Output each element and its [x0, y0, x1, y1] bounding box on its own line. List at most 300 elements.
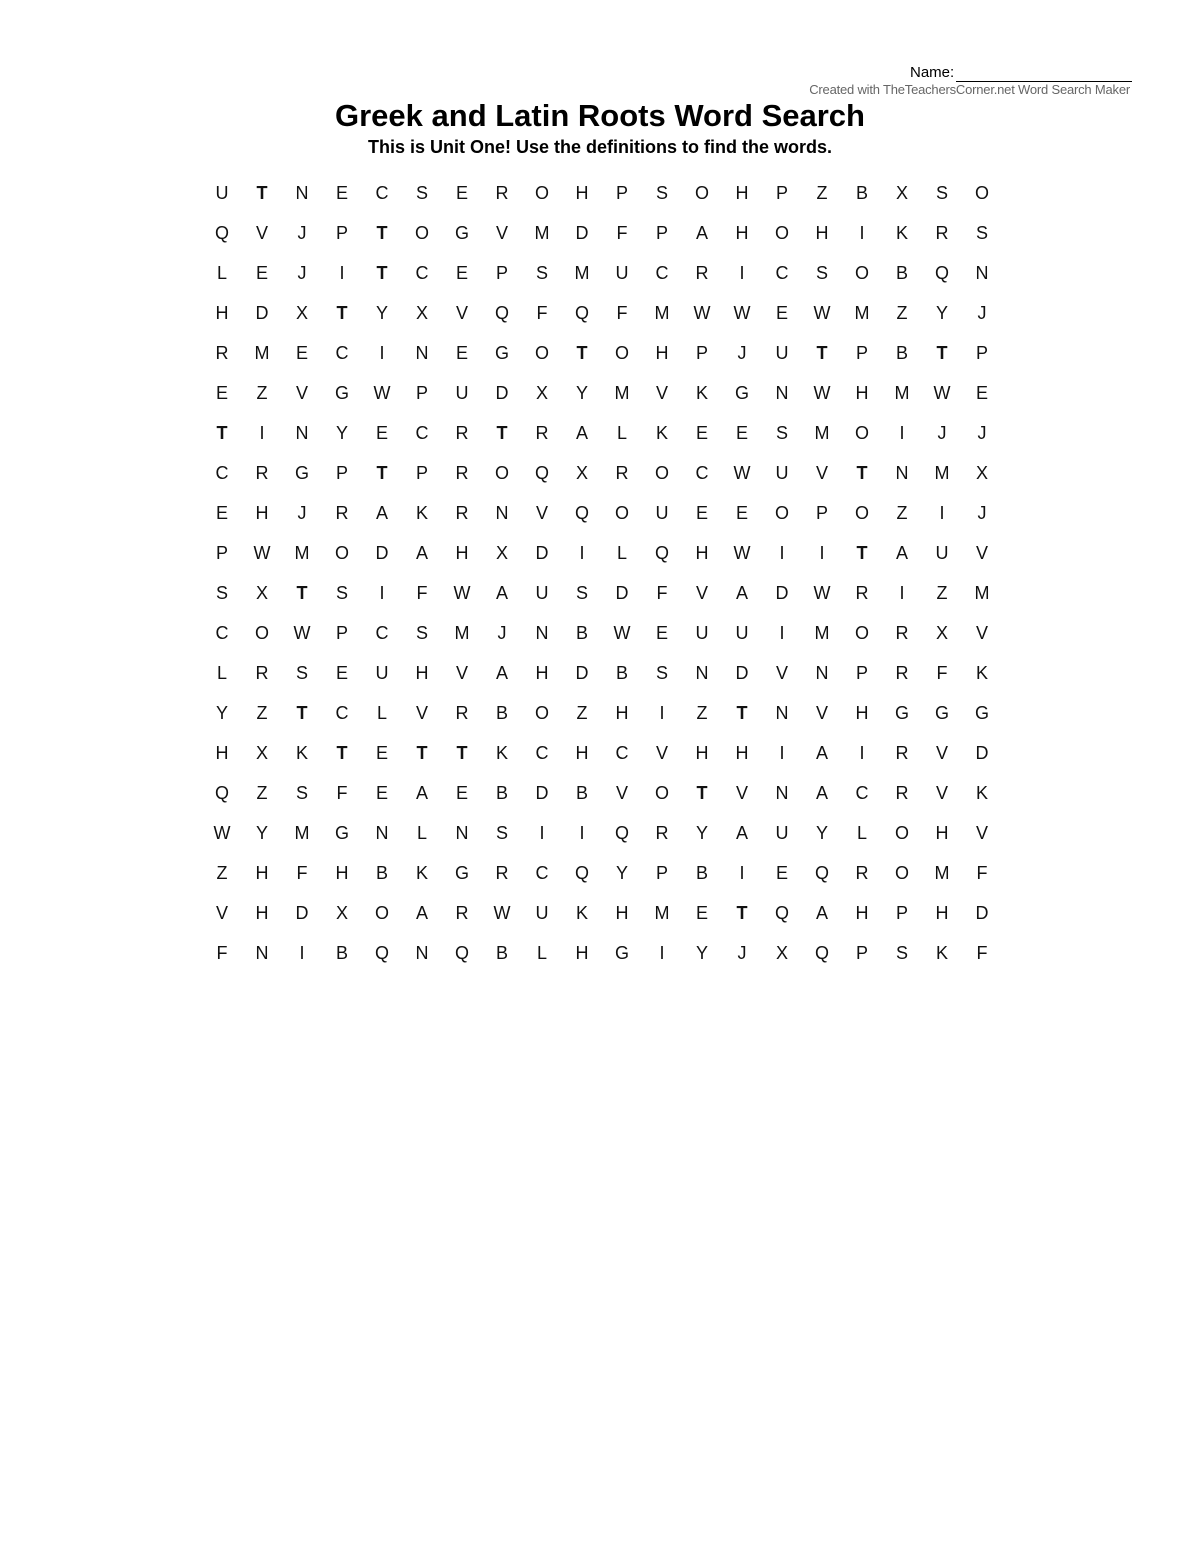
- grid-letter: N: [975, 263, 989, 283]
- grid-row: [202, 694, 1002, 734]
- grid-letter: J: [737, 343, 747, 363]
- grid-letter: O: [534, 343, 549, 363]
- grid-letter: Y: [815, 823, 828, 843]
- grid-letter: P: [775, 183, 788, 203]
- grid-letter: W: [813, 303, 831, 323]
- grid-letter: N: [415, 943, 429, 963]
- grid-letter: U: [775, 343, 789, 363]
- grid-letter: B: [895, 263, 908, 283]
- grid-letter: I: [859, 743, 865, 763]
- grid-letter: J: [737, 943, 747, 963]
- grid-letter: I: [299, 943, 305, 963]
- grid-letter: P: [895, 903, 908, 923]
- grid-letter: N: [495, 503, 509, 523]
- grid-letter: A: [695, 223, 708, 243]
- grid-letter: J: [977, 503, 987, 523]
- grid-row: [202, 774, 1002, 814]
- page-title: Greek and Latin Roots Word Search: [335, 98, 865, 133]
- grid-letter: Q: [214, 783, 229, 803]
- grid-letter: T: [376, 463, 388, 483]
- grid-letter: G: [974, 703, 989, 723]
- grid-letter: T: [576, 343, 588, 363]
- grid-letter: Z: [216, 863, 228, 883]
- grid-letter: H: [615, 703, 629, 723]
- grid-letter: Q: [614, 823, 629, 843]
- grid-letter: S: [295, 783, 308, 803]
- grid-letter: H: [615, 903, 629, 923]
- grid-letter: I: [579, 543, 585, 563]
- grid-letter: H: [935, 903, 949, 923]
- grid-letter: D: [975, 743, 989, 763]
- grid-letter: V: [535, 503, 548, 523]
- grid-letter: G: [494, 343, 509, 363]
- grid-letter: D: [495, 383, 509, 403]
- grid-letter: E: [215, 383, 228, 403]
- grid-letter: O: [614, 343, 629, 363]
- credit-text: Created with TheTeachersCorner.net Word Search Maker: [809, 82, 1130, 97]
- grid-letter: M: [974, 583, 990, 603]
- grid-letter: W: [213, 823, 231, 843]
- grid-letter: P: [495, 263, 508, 283]
- grid-letter: Q: [814, 943, 829, 963]
- grid-letter: P: [815, 503, 828, 523]
- grid-letter: C: [695, 463, 709, 483]
- grid-letter: M: [814, 423, 830, 443]
- grid-letter: E: [455, 263, 468, 283]
- grid-letter: A: [815, 743, 828, 763]
- grid-letter: V: [815, 703, 828, 723]
- grid-letter: W: [493, 903, 511, 923]
- grid-letter: H: [575, 943, 589, 963]
- grid-letter: P: [415, 463, 428, 483]
- grid-row: [202, 374, 1002, 414]
- grid-letter: H: [455, 543, 469, 563]
- grid-letter: C: [215, 623, 229, 643]
- grid-letter: G: [734, 383, 749, 403]
- grid-letter: E: [775, 303, 788, 323]
- grid-letter: W: [933, 383, 951, 403]
- grid-row: [202, 894, 1002, 934]
- grid-letter: R: [455, 463, 469, 483]
- grid-letter: B: [495, 783, 508, 803]
- grid-letter: V: [615, 783, 628, 803]
- grid-letter: U: [655, 503, 669, 523]
- grid-letter: B: [575, 623, 588, 643]
- grid-letter: I: [379, 583, 385, 603]
- grid-letter: Q: [454, 943, 469, 963]
- grid-letter: O: [774, 503, 789, 523]
- grid-letter: T: [856, 543, 868, 563]
- grid-letter: U: [455, 383, 469, 403]
- grid-letter: P: [655, 223, 668, 243]
- grid-letter: H: [695, 743, 709, 763]
- grid-row: [202, 174, 1002, 214]
- grid-letter: H: [255, 863, 269, 883]
- grid-letter: R: [535, 423, 549, 443]
- grid-letter: M: [934, 463, 950, 483]
- grid-letter: X: [415, 303, 428, 323]
- grid-letter: Y: [935, 303, 948, 323]
- grid-letter: D: [535, 783, 549, 803]
- grid-letter: C: [415, 423, 429, 443]
- grid-letter: O: [774, 223, 789, 243]
- grid-letter: H: [655, 343, 669, 363]
- grid-letter: V: [735, 783, 748, 803]
- grid-letter: F: [976, 863, 988, 883]
- grid-letter: R: [855, 583, 869, 603]
- grid-letter: T: [936, 343, 948, 363]
- grid-letter: W: [733, 303, 751, 323]
- grid-letter: A: [375, 503, 388, 523]
- grid-letter: K: [415, 863, 428, 883]
- word-search-grid: [202, 174, 1002, 974]
- grid-letter: M: [454, 623, 470, 643]
- grid-letter: I: [659, 703, 665, 723]
- grid-letter: S: [335, 583, 348, 603]
- grid-letter: V: [975, 823, 988, 843]
- grid-row: [202, 934, 1002, 974]
- grid-letter: Y: [695, 943, 708, 963]
- grid-letter: C: [535, 863, 549, 883]
- grid-letter: H: [575, 183, 589, 203]
- grid-letter: O: [494, 463, 509, 483]
- grid-letter: V: [975, 543, 988, 563]
- grid-letter: T: [496, 423, 508, 443]
- grid-letter: X: [255, 583, 268, 603]
- grid-letter: V: [415, 703, 428, 723]
- grid-letter: O: [254, 623, 269, 643]
- grid-letter: M: [654, 303, 670, 323]
- name-label: Name:: [910, 64, 955, 81]
- grid-letter: D: [255, 303, 269, 323]
- grid-letter: I: [339, 263, 345, 283]
- grid-letter: H: [535, 663, 549, 683]
- grid-letter: M: [894, 383, 910, 403]
- grid-letter: K: [295, 743, 308, 763]
- grid-letter: E: [255, 263, 268, 283]
- grid-letter: S: [775, 423, 788, 443]
- grid-letter: N: [775, 783, 789, 803]
- grid-letter: E: [295, 343, 308, 363]
- grid-letter: Z: [256, 383, 268, 403]
- grid-letter: A: [815, 783, 828, 803]
- grid-letter: B: [575, 783, 588, 803]
- grid-letter: H: [735, 223, 749, 243]
- grid-letter: O: [894, 863, 909, 883]
- grid-letter: S: [895, 943, 908, 963]
- grid-letter: D: [575, 223, 589, 243]
- grid-letter: V: [495, 223, 508, 243]
- grid-letter: Y: [375, 303, 388, 323]
- grid-letter: Q: [534, 463, 549, 483]
- grid-letter: D: [975, 903, 989, 923]
- grid-letter: V: [975, 623, 988, 643]
- grid-letter: T: [296, 703, 308, 723]
- grid-letter: M: [814, 623, 830, 643]
- grid-letter: O: [854, 263, 869, 283]
- grid-letter: X: [535, 383, 548, 403]
- grid-letter: Z: [896, 303, 908, 323]
- grid-letter: Z: [896, 503, 908, 523]
- grid-letter: L: [216, 663, 227, 683]
- grid-letter: Q: [574, 303, 589, 323]
- grid-letter: S: [975, 223, 988, 243]
- grid-letter: E: [455, 783, 468, 803]
- grid-letter: R: [255, 663, 269, 683]
- grid-letter: D: [535, 543, 549, 563]
- grid-letter: D: [575, 663, 589, 683]
- grid-letter: F: [656, 583, 668, 603]
- grid-letter: M: [294, 543, 310, 563]
- grid-letter: E: [375, 423, 388, 443]
- grid-letter: D: [375, 543, 389, 563]
- grid-letter: J: [497, 623, 507, 643]
- grid-letter: P: [335, 623, 348, 643]
- grid-letter: X: [775, 943, 788, 963]
- grid-letter: A: [415, 903, 428, 923]
- grid-letter: R: [455, 423, 469, 443]
- name-field[interactable]: [910, 63, 1132, 83]
- grid-letter: F: [976, 943, 988, 963]
- grid-letter: I: [899, 423, 905, 443]
- grid-letter: W: [453, 583, 471, 603]
- grid-row: [202, 334, 1002, 374]
- grid-letter: L: [616, 543, 627, 563]
- grid-letter: Q: [574, 503, 589, 523]
- grid-letter: Y: [575, 383, 588, 403]
- grid-letter: V: [815, 463, 828, 483]
- grid-letter: E: [775, 863, 788, 883]
- grid-letter: I: [739, 863, 745, 883]
- grid-letter: S: [415, 623, 428, 643]
- grid-letter: U: [615, 263, 629, 283]
- grid-letter: U: [695, 623, 709, 643]
- grid-letter: N: [295, 423, 309, 443]
- grid-letter: M: [614, 383, 630, 403]
- grid-letter: X: [495, 543, 508, 563]
- grid-letter: K: [695, 383, 708, 403]
- grid-letter: O: [334, 543, 349, 563]
- grid-letter: O: [534, 703, 549, 723]
- grid-letter: Y: [255, 823, 268, 843]
- grid-letter: W: [613, 623, 631, 643]
- grid-letter: C: [415, 263, 429, 283]
- grid-letter: T: [856, 463, 868, 483]
- grid-letter: U: [775, 823, 789, 843]
- grid-letter: T: [376, 263, 388, 283]
- grid-letter: D: [615, 583, 629, 603]
- grid-letter: U: [535, 583, 549, 603]
- grid-letter: A: [895, 543, 908, 563]
- grid-letter: U: [735, 623, 749, 643]
- grid-letter: X: [295, 303, 308, 323]
- grid-letter: T: [296, 583, 308, 603]
- grid-letter: B: [615, 663, 628, 683]
- grid-letter: E: [735, 503, 748, 523]
- grid-letter: P: [695, 343, 708, 363]
- grid-letter: R: [895, 623, 909, 643]
- grid-letter: K: [895, 223, 908, 243]
- grid-letter: I: [779, 543, 785, 563]
- grid-letter: S: [655, 663, 668, 683]
- grid-letter: T: [216, 423, 228, 443]
- grid-row: [202, 494, 1002, 534]
- grid-letter: G: [454, 223, 469, 243]
- grid-letter: I: [259, 423, 265, 443]
- grid-letter: V: [215, 903, 228, 923]
- grid-letter: V: [695, 583, 708, 603]
- grid-letter: T: [736, 703, 748, 723]
- grid-letter: N: [455, 823, 469, 843]
- grid-letter: X: [935, 623, 948, 643]
- grid-letter: R: [695, 263, 709, 283]
- grid-letter: Z: [256, 783, 268, 803]
- grid-letter: U: [215, 183, 229, 203]
- grid-letter: C: [375, 623, 389, 643]
- grid-letter: R: [895, 663, 909, 683]
- grid-letter: B: [895, 343, 908, 363]
- grid-letter: Q: [934, 263, 949, 283]
- grid-letter: J: [297, 223, 307, 243]
- grid-letter: X: [575, 463, 588, 483]
- grid-letter: M: [854, 303, 870, 323]
- grid-letter: D: [775, 583, 789, 603]
- grid-letter: J: [297, 503, 307, 523]
- grid-letter: P: [335, 223, 348, 243]
- grid-row: [202, 574, 1002, 614]
- grid-letter: Q: [654, 543, 669, 563]
- grid-letter: V: [775, 663, 788, 683]
- grid-letter: W: [813, 383, 831, 403]
- grid-letter: R: [895, 743, 909, 763]
- grid-letter: W: [373, 383, 391, 403]
- grid-letter: N: [535, 623, 549, 643]
- grid-letter: H: [855, 703, 869, 723]
- grid-letter: A: [575, 423, 588, 443]
- grid-letter: Z: [816, 183, 828, 203]
- grid-letter: N: [775, 703, 789, 723]
- grid-letter: S: [295, 663, 308, 683]
- grid-letter: S: [535, 263, 548, 283]
- grid-letter: M: [654, 903, 670, 923]
- grid-letter: P: [975, 343, 988, 363]
- grid-row: [202, 534, 1002, 574]
- grid-letter: O: [654, 463, 669, 483]
- grid-letter: M: [534, 223, 550, 243]
- grid-letter: H: [855, 903, 869, 923]
- grid-letter: E: [695, 423, 708, 443]
- grid-letter: F: [216, 943, 228, 963]
- grid-letter: L: [216, 263, 227, 283]
- grid-letter: V: [455, 303, 468, 323]
- grid-letter: L: [536, 943, 547, 963]
- grid-letter: O: [414, 223, 429, 243]
- grid-letter: F: [336, 783, 348, 803]
- grid-letter: E: [655, 623, 668, 643]
- grid-letter: T: [416, 743, 428, 763]
- grid-letter: C: [535, 743, 549, 763]
- grid-letter: P: [855, 943, 868, 963]
- grid-row: [202, 254, 1002, 294]
- grid-letter: O: [374, 903, 389, 923]
- grid-letter: K: [495, 743, 508, 763]
- grid-letter: R: [655, 823, 669, 843]
- grid-letter: W: [733, 463, 751, 483]
- grid-letter: X: [895, 183, 908, 203]
- grid-letter: Y: [335, 423, 348, 443]
- grid-letter: F: [416, 583, 428, 603]
- grid-letter: L: [416, 823, 427, 843]
- grid-letter: Q: [574, 863, 589, 883]
- grid-letter: U: [935, 543, 949, 563]
- grid-letter: S: [575, 583, 588, 603]
- grid-letter: T: [336, 743, 348, 763]
- grid-letter: N: [815, 663, 829, 683]
- grid-letter: H: [735, 183, 749, 203]
- grid-letter: B: [495, 943, 508, 963]
- grid-letter: H: [215, 303, 229, 323]
- grid-letter: T: [456, 743, 468, 763]
- grid-letter: X: [255, 743, 268, 763]
- grid-letter: S: [655, 183, 668, 203]
- grid-letter: J: [977, 423, 987, 443]
- grid-letter: T: [336, 303, 348, 323]
- grid-letter: Y: [695, 823, 708, 843]
- grid-letter: O: [894, 823, 909, 843]
- grid-letter: V: [455, 663, 468, 683]
- grid-letter: R: [455, 503, 469, 523]
- grid-letter: P: [415, 383, 428, 403]
- grid-letter: G: [614, 943, 629, 963]
- grid-letter: K: [415, 503, 428, 523]
- grid-letter: C: [215, 463, 229, 483]
- grid-letter: I: [859, 223, 865, 243]
- grid-letter: H: [415, 663, 429, 683]
- grid-letter: W: [293, 623, 311, 643]
- grid-letter: F: [936, 663, 948, 683]
- grid-letter: A: [735, 823, 748, 843]
- grid-letter: Q: [814, 863, 829, 883]
- grid-letter: E: [375, 783, 388, 803]
- grid-letter: F: [616, 223, 628, 243]
- grid-letter: N: [695, 663, 709, 683]
- grid-letter: W: [693, 303, 711, 323]
- grid-letter: P: [335, 463, 348, 483]
- grid-letter: M: [934, 863, 950, 883]
- grid-letter: B: [375, 863, 388, 883]
- grid-row: [202, 214, 1002, 254]
- grid-letter: V: [655, 743, 668, 763]
- grid-row: [202, 454, 1002, 494]
- grid-letter: E: [335, 183, 348, 203]
- grid-letter: I: [659, 943, 665, 963]
- grid-letter: Y: [615, 863, 628, 883]
- grid-letter: K: [575, 903, 588, 923]
- grid-letter: E: [455, 183, 468, 203]
- grid-letter: S: [815, 263, 828, 283]
- grid-letter: H: [575, 743, 589, 763]
- grid-letter: G: [934, 703, 949, 723]
- grid-letter: G: [294, 463, 309, 483]
- grid-letter: C: [335, 703, 349, 723]
- grid-letter: W: [813, 583, 831, 603]
- grid-letter: N: [255, 943, 269, 963]
- grid-letter: N: [895, 463, 909, 483]
- grid-letter: I: [539, 823, 545, 843]
- grid-letter: Q: [494, 303, 509, 323]
- grid-letter: V: [935, 783, 948, 803]
- grid-letter: J: [937, 423, 947, 443]
